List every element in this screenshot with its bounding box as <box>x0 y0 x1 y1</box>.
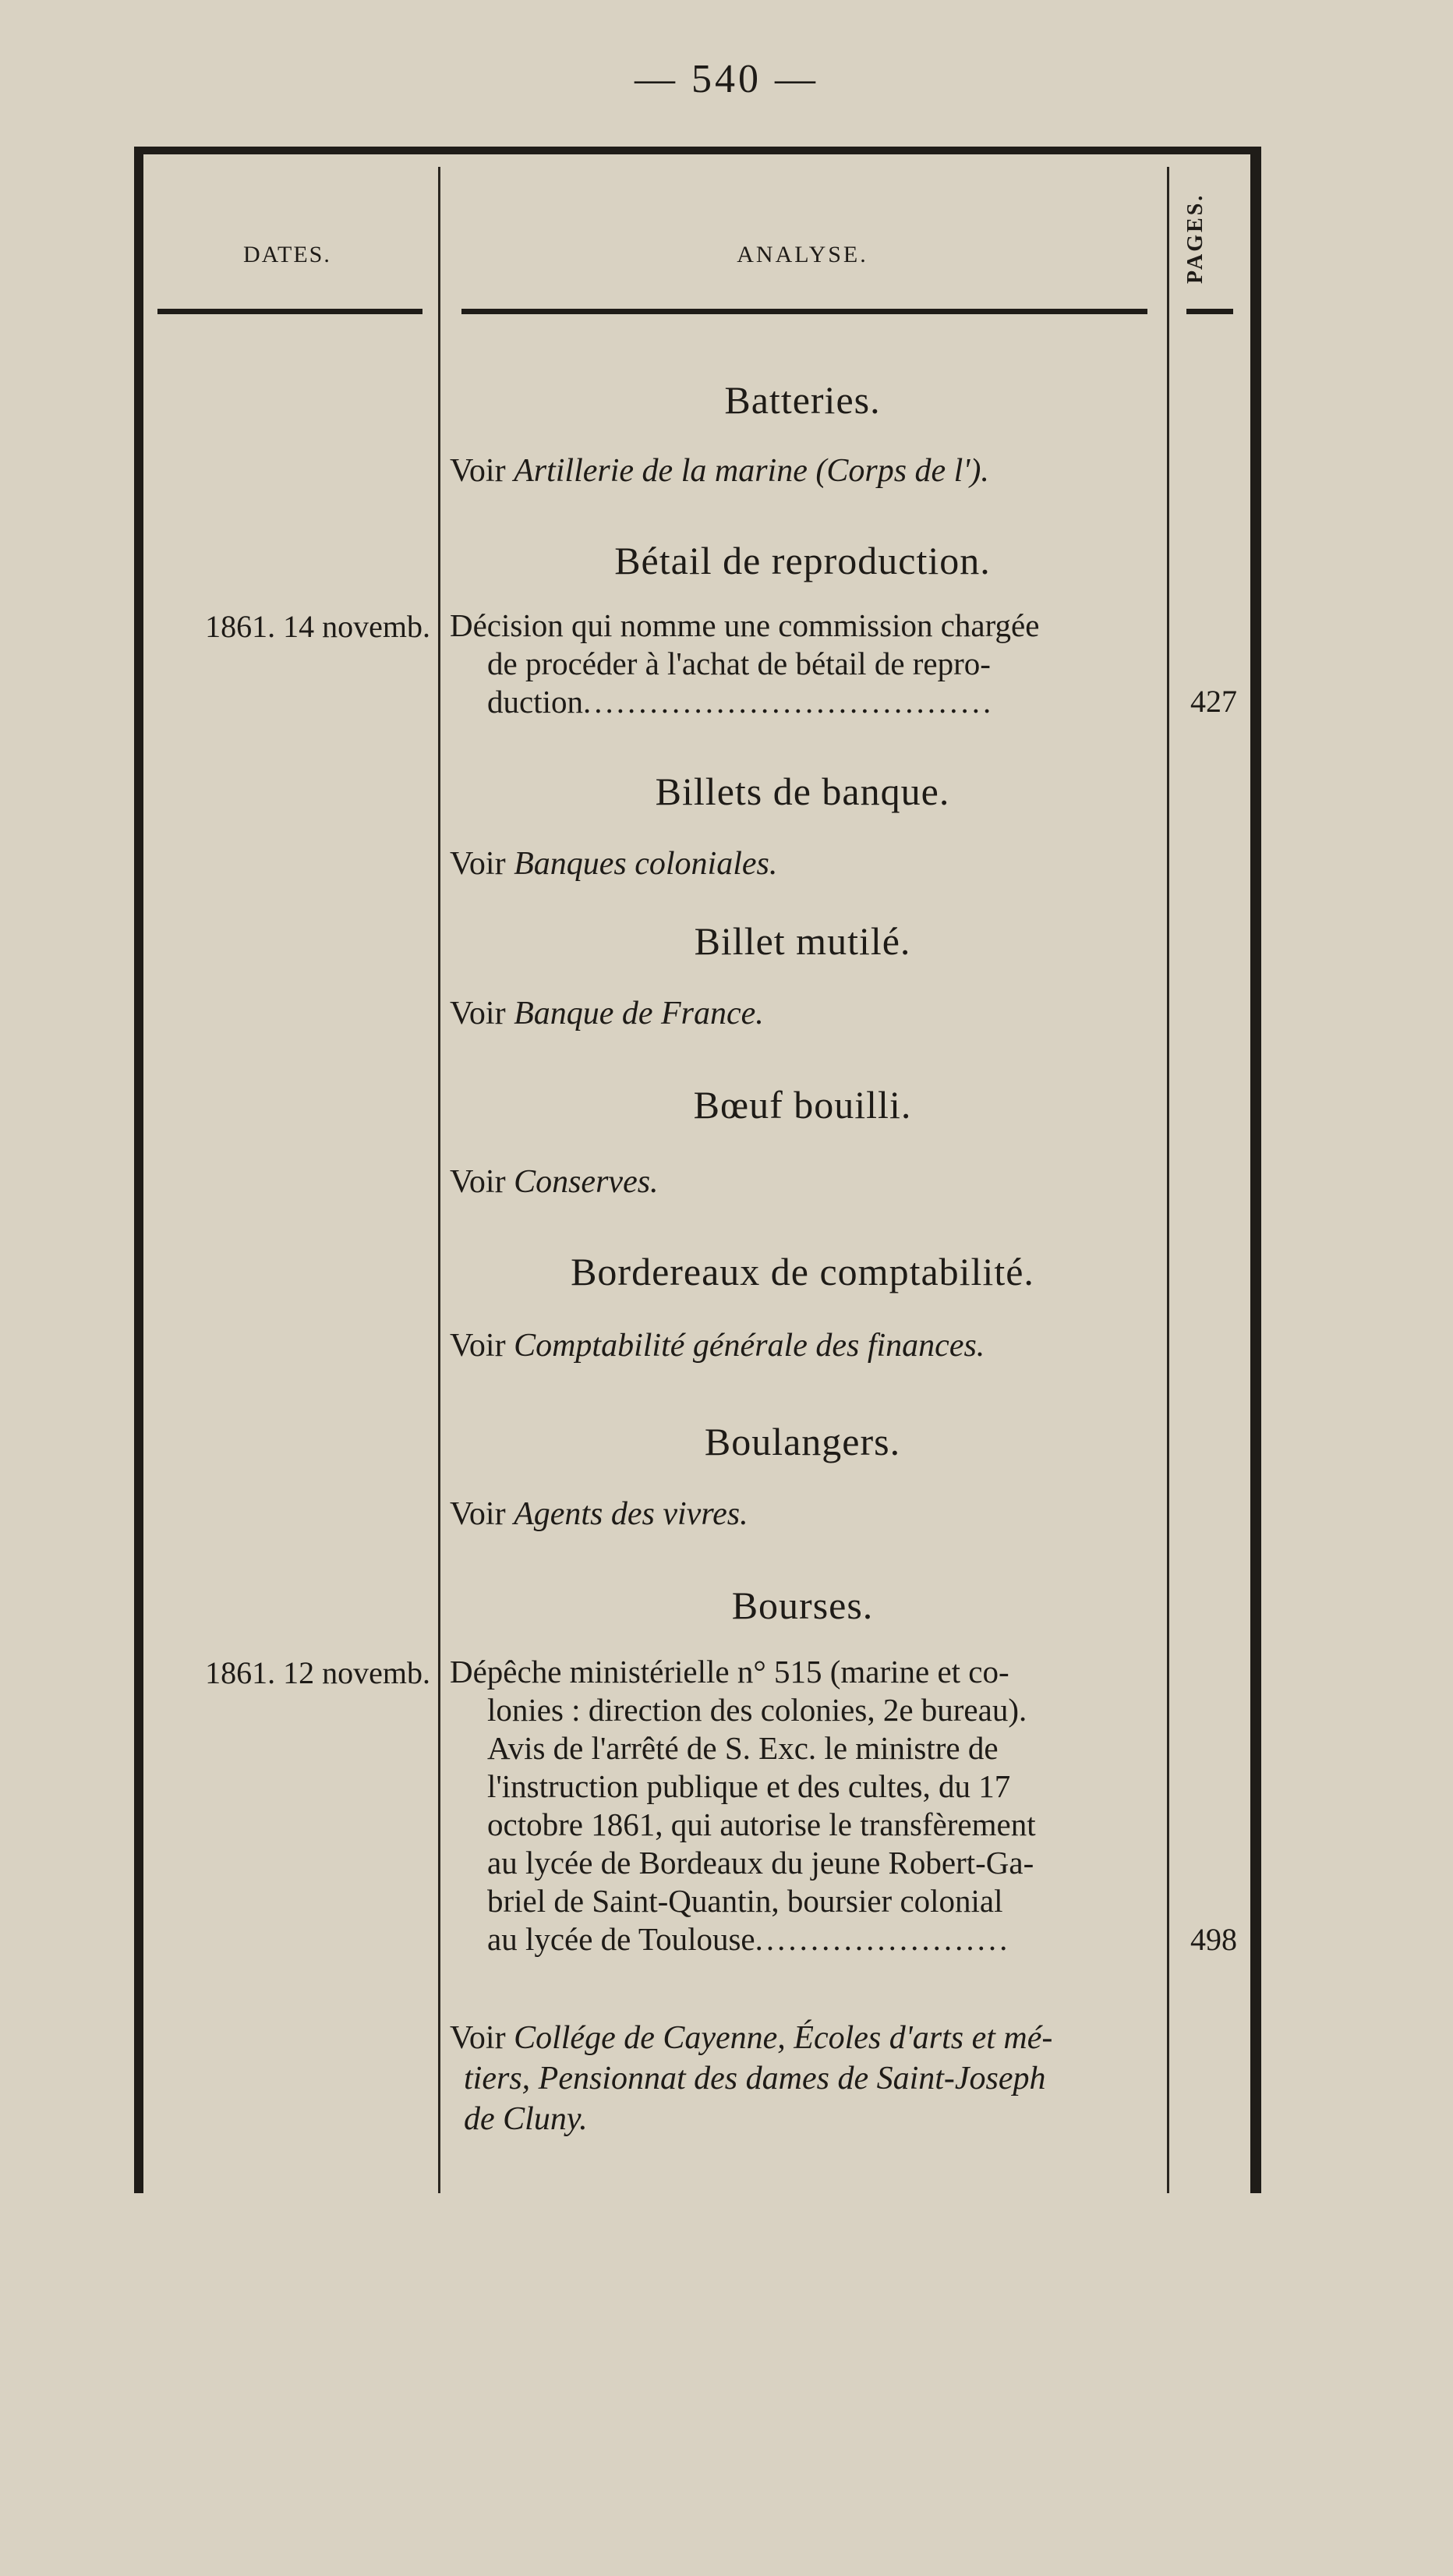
see-also-label: Voir <box>450 846 506 882</box>
see-also-ref: Comptabilité générale des finances. <box>514 1328 985 1364</box>
entry-heading: Boulangers. <box>704 1420 901 1463</box>
see-also-label: Voir <box>450 1164 506 1200</box>
header-pages: PAGES. <box>1183 193 1207 284</box>
column-divider-pages <box>1167 167 1169 2193</box>
see-also <box>450 1162 1151 1202</box>
see-also-ref: Agents des vivres. <box>514 1496 748 1532</box>
left-rule <box>134 147 143 2193</box>
entry-text-line: au lycée de Toulouse <box>487 1921 755 1957</box>
entry-heading: Billet mutilé. <box>694 919 911 963</box>
entry-text-line: au lycée de Bordeaux du jeune Robert-Ga- <box>487 1845 1034 1881</box>
table-header <box>134 167 1261 284</box>
entry-date: 1861. 14 novemb. <box>205 609 430 644</box>
entry-text-line: briel de Saint-Quantin, boursier colonial <box>487 1883 1003 1919</box>
see-also <box>450 451 1151 491</box>
entry-heading: Bourses. <box>731 1583 874 1627</box>
see-also <box>450 844 1151 884</box>
entry-date: 1861. 12 novemb. <box>205 1655 430 1690</box>
entry-text <box>450 1653 1167 1959</box>
entry-text <box>450 607 1167 721</box>
header-analyse: ANALYSE. <box>737 242 868 267</box>
see-also <box>450 2018 1151 2139</box>
see-also-label: Voir <box>450 1328 506 1364</box>
entry-text-line: l'instruction publique et des cultes, du 17 <box>487 1768 1011 1804</box>
entry-text-line: duction <box>487 684 583 720</box>
index-table <box>134 147 1261 2193</box>
leader-dots: ....................... <box>755 1921 1011 1957</box>
entry-text-line: de procéder à l'achat de bétail de repro- <box>487 646 991 681</box>
see-also-ref: tiers, Pensionnat des dames de Saint-Joseph <box>464 2061 1046 2097</box>
see-also-label: Voir <box>450 996 506 1031</box>
page-ref: 427 <box>1190 684 1237 719</box>
see-also-ref: Banques coloniales. <box>514 846 778 882</box>
header-rule <box>1186 309 1233 314</box>
see-also-label: Voir <box>450 2020 506 2056</box>
see-also-ref: Banque de France. <box>514 996 764 1031</box>
see-also-label: Voir <box>450 453 506 489</box>
column-divider-dates <box>438 167 440 2193</box>
see-also-ref: Artillerie de la marine (Corps de l'). <box>514 453 989 489</box>
entry-heading: Billets de banque. <box>655 770 950 813</box>
entry-text-line: Dépêche ministérielle n° 515 (marine et co- <box>450 1654 1009 1690</box>
entry-heading: Bordereaux de comptabilité. <box>571 1250 1034 1293</box>
header-rule <box>461 309 1147 314</box>
entry-text-line: lonies : direction des colonies, 2e bureau). <box>487 1692 1027 1728</box>
entry-heading: Bœuf bouilli. <box>693 1083 912 1127</box>
see-also-ref: Collége de Cayenne, Écoles d'arts et mé- <box>514 2020 1053 2056</box>
see-also-ref: Conserves. <box>514 1164 659 1200</box>
see-also <box>450 1325 1151 1366</box>
see-also <box>450 1494 1151 1534</box>
entry-text-line: Décision qui nomme une commission chargée <box>450 607 1040 643</box>
leader-dots: ..................................... <box>582 684 995 720</box>
page-ref: 498 <box>1190 1922 1237 1957</box>
header-rule <box>157 309 422 314</box>
entry-text-line: Avis de l'arrêté de S. Exc. le ministre de <box>487 1730 999 1766</box>
top-rule <box>134 147 1261 154</box>
see-also-label: Voir <box>450 1496 506 1532</box>
see-also-ref: de Cluny. <box>464 2101 588 2137</box>
see-also <box>450 993 1151 1034</box>
entry-text-line: octobre 1861, qui autorise le transfèrement <box>487 1806 1036 1842</box>
page-number: — 540 — <box>635 57 818 101</box>
entry-heading: Batteries. <box>724 378 881 422</box>
header-dates: DATES. <box>243 242 331 267</box>
right-rule <box>1250 147 1261 2193</box>
entry-heading: Bétail de reproduction. <box>614 539 991 582</box>
